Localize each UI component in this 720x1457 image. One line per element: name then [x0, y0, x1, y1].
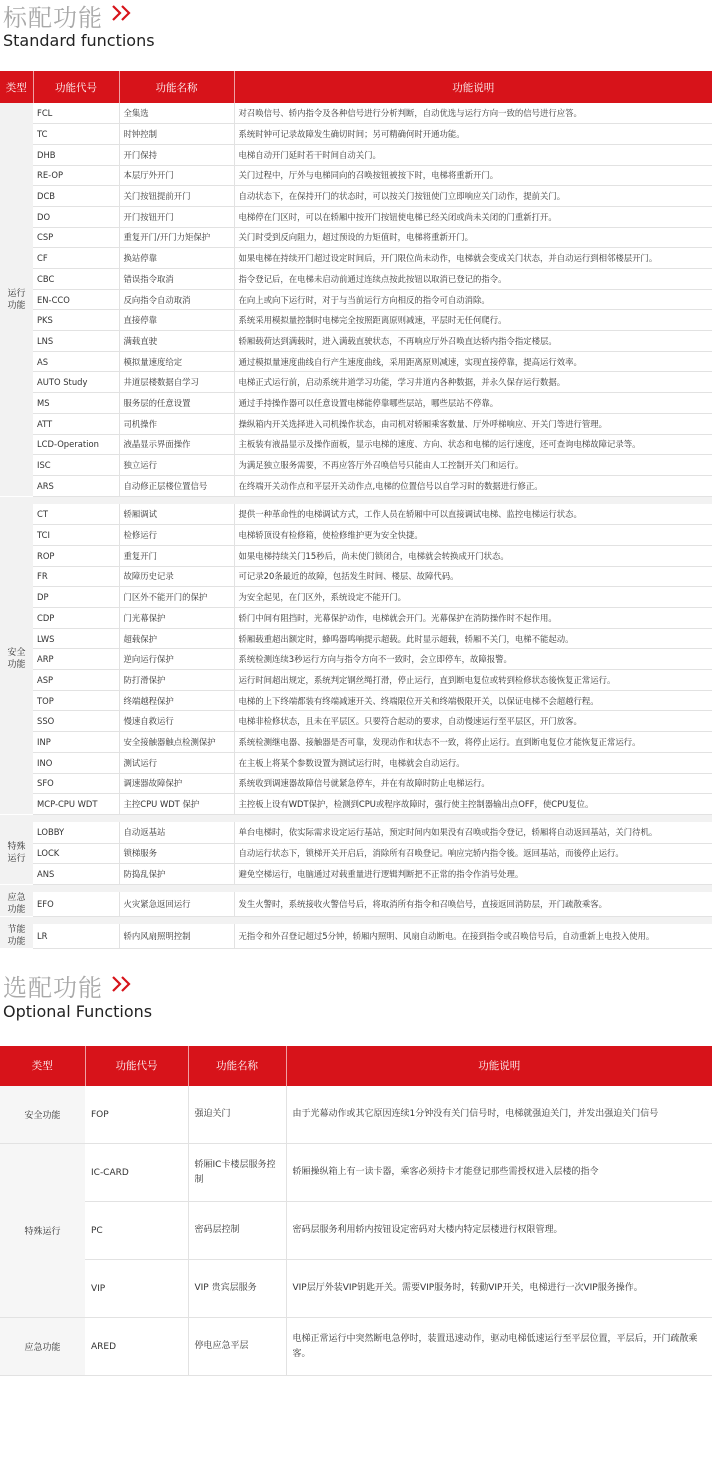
table-row — [0, 545, 712, 566]
type-cell-line: 运行 — [7, 854, 26, 865]
table-row — [0, 752, 712, 773]
function-description: 避免空梯运行，电脑通过对载重量进行逻辑判断把不正常的指令作消号处理。 — [234, 864, 712, 885]
type-cell-line: 特殊 — [7, 842, 26, 853]
function-description: 单台电梯时，依实际需求设定运行基站，预定时间内如果没有召唤或指令登记，轿厢将自动返回基站，关门待机。 — [234, 822, 712, 843]
table-row — [0, 864, 712, 885]
header-code: 功能代号 — [33, 71, 119, 103]
function-name: 终端越程保护 — [119, 690, 234, 711]
function-description: 轿厢操纵箱上有一读卡器，乘客必须持卡才能登记那些需授权进入层楼的指令 — [286, 1144, 712, 1202]
group-separator — [0, 814, 712, 822]
function-name: 重复开门/开门力矩保护 — [119, 227, 234, 248]
table-row — [0, 843, 712, 864]
function-name: 锁梯服务 — [119, 843, 234, 864]
function-name: 开门按钮开门 — [119, 206, 234, 227]
function-name: 关门按钮提前开门 — [119, 186, 234, 207]
table-row — [0, 587, 712, 608]
separator-cell — [0, 814, 712, 822]
function-code: CBC — [33, 269, 119, 290]
function-description: 电梯的上下终端都装有终端减速开关、终端限位开关和终端极限开关，以保证电梯不会超越行程。 — [234, 690, 712, 711]
type-cell-line: 安全 — [7, 648, 26, 659]
function-name: 轿厢IC卡楼层服务控制 — [188, 1144, 286, 1202]
separator-cell — [0, 496, 712, 504]
function-description: 电梯自动开门延时若干时间自动关门。 — [234, 144, 712, 165]
function-code: ARED — [85, 1318, 188, 1376]
function-description: 轿厢载荷达到满载时，进入满载直驶状态，不再响应厅外召唤直达轿内指令指定楼层。 — [234, 331, 712, 352]
standard-subtitle: Standard functions — [3, 31, 155, 50]
function-name: 故障历史记录 — [119, 566, 234, 587]
table-row — [0, 608, 712, 629]
table-row — [0, 351, 712, 372]
table-row — [0, 711, 712, 732]
function-description: 系统采用模拟量控制时电梯完全按照距离原则减速，平层时无任何爬行。 — [234, 310, 712, 331]
table-row — [0, 331, 712, 352]
function-code: CF — [33, 248, 119, 269]
function-name: 司机操作 — [119, 413, 234, 434]
table-row — [0, 628, 712, 649]
standard-section-header — [0, 0, 720, 53]
type-cell-line: 功能 — [7, 660, 26, 671]
table-row — [0, 822, 712, 843]
table-row — [0, 413, 712, 434]
table-row — [0, 690, 712, 711]
header-type: 类型 — [0, 1046, 85, 1086]
function-description: 电梯非检修状态，且未在平层区。只要符合起动的要求，自动慢速运行至平层区，开门放客。 — [234, 711, 712, 732]
function-name: VIP 贵宾层服务 — [188, 1260, 286, 1318]
function-code: TCI — [33, 525, 119, 546]
function-description: 指令登记后，在电梯未启动前通过连续点按此按钮以取消已登记的指令。 — [234, 269, 712, 290]
function-description: 在主板上将某个参数设置为测试运行时，电梯就会自动运行。 — [234, 752, 712, 773]
function-code: LWS — [33, 628, 119, 649]
function-code: LR — [33, 924, 119, 948]
table-row — [0, 372, 712, 393]
table-row — [0, 732, 712, 753]
function-name: 错误指令取消 — [119, 269, 234, 290]
function-name: 门区外不能开门的保护 — [119, 587, 234, 608]
function-description: 系统收到调速器故障信号就紧急停车，并在有故障时防止电梯运行。 — [234, 773, 712, 794]
header-type: 类型 — [0, 71, 33, 103]
function-name: 直接停靠 — [119, 310, 234, 331]
function-description: 无指令和外召登记超过5分钟，轿厢内照明、风扇自动断电。在接到指令或召唤信号后，自动重新上电投入使用。 — [234, 924, 712, 948]
function-code: ASP — [33, 670, 119, 691]
optional-section-header — [0, 971, 720, 1024]
function-description: 主板装有液晶显示及操作面板，显示电梯的速度、方向、状态和电梯的运行速度，还可查询电梯故障记录等。 — [234, 434, 712, 455]
function-code: DHB — [33, 144, 119, 165]
table-row — [0, 393, 712, 414]
table-row — [0, 1144, 712, 1202]
function-description: 轿门中间有阻挡时，光幕保护动作，电梯就会开门。光幕保护在消防操作时不起作用。 — [234, 608, 712, 629]
table-row — [0, 186, 712, 207]
function-code: LNS — [33, 331, 119, 352]
function-code: INP — [33, 732, 119, 753]
function-description: 轿厢载重超出额定时，蜂鸣器鸣响提示超载。此时显示超载，轿厢不关门，电梯不能起动。 — [234, 628, 712, 649]
type-cell-line: 节能 — [7, 925, 26, 936]
function-code: FOP — [85, 1086, 188, 1144]
table-row — [0, 144, 712, 165]
function-code: LOBBY — [33, 822, 119, 843]
function-name: 满载直驶 — [119, 331, 234, 352]
function-name: 逆向运行保护 — [119, 649, 234, 670]
function-name: 全集选 — [119, 103, 234, 124]
function-name: 时钟控制 — [119, 124, 234, 145]
function-code: DP — [33, 587, 119, 608]
function-name: 超载保护 — [119, 628, 234, 649]
function-name: 门光幕保护 — [119, 608, 234, 629]
header-code: 功能代号 — [85, 1046, 188, 1086]
table-row — [0, 289, 712, 310]
function-description: 在终端开关动作点和平层开关动作点,电梯的位置信号以自学习时的数据进行修正。 — [234, 475, 712, 496]
table-row — [0, 1318, 712, 1376]
table-row — [0, 434, 712, 455]
function-name: 测试运行 — [119, 752, 234, 773]
function-code: ROP — [33, 545, 119, 566]
standard-title — [3, 0, 720, 30]
function-code: TOP — [33, 690, 119, 711]
function-name: 重复开门 — [119, 545, 234, 566]
function-name: 井道层楼数据自学习 — [119, 372, 234, 393]
function-description: 电梯停在门区时，可以在轿厢中按开门按钮使电梯已经关闭或尚未关闭的门重新打开。 — [234, 206, 712, 227]
function-code: MCP-CPU WDT — [33, 794, 119, 815]
header-description: 功能说明 — [286, 1046, 712, 1086]
table-row — [0, 103, 712, 124]
header-name: 功能名称 — [188, 1046, 286, 1086]
table-row — [0, 269, 712, 290]
function-description: 主控板上设有WDT保护，检测到CPU或程序故障时，强行使主控制器输出点OFF，使CPU复位。 — [234, 794, 712, 815]
table-row — [0, 525, 712, 546]
function-name: 开门保持 — [119, 144, 234, 165]
function-description: 关门时受到反向阻力，超过预设的力矩值时，电梯将重新开门。 — [234, 227, 712, 248]
function-name: 停电应急平层 — [188, 1318, 286, 1376]
table-row — [0, 165, 712, 186]
function-name: 轿厢调试 — [119, 504, 234, 525]
type-cell — [0, 892, 33, 916]
separator-cell — [0, 916, 712, 924]
optional-title — [3, 971, 720, 1001]
function-description: 如果电梯持续关门15秒后，尚未使门锁闭合，电梯就会转换成开门状态。 — [234, 545, 712, 566]
type-cell-line: 应急 — [7, 893, 26, 904]
function-name: 反向指令自动取消 — [119, 289, 234, 310]
table-row — [0, 455, 712, 476]
type-cell — [0, 924, 33, 948]
table-row — [0, 124, 712, 145]
type-cell-line: 运行 — [7, 288, 26, 299]
function-code: CDP — [33, 608, 119, 629]
function-name: 模拟量速度给定 — [119, 351, 234, 372]
type-cell-line: 功能 — [7, 905, 26, 916]
function-code: LOCK — [33, 843, 119, 864]
function-description: 电梯正常运行中突然断电急停时，装置迅速动作，驱动电梯低速运行至平层位置，平层后，开门疏散乘客。 — [286, 1318, 712, 1376]
function-description: 可记录20条最近的故障，包括发生时间、楼层、故障代码。 — [234, 566, 712, 587]
function-name: 换站停靠 — [119, 248, 234, 269]
function-description: 操纵箱内开关选择进入司机操作状态，由司机对轿厢乘客数量、厅外呼梯响应、开关门等进行管理。 — [234, 413, 712, 434]
function-code: CSP — [33, 227, 119, 248]
function-description: 系统检测继电器、接触器是否可靠，发现动作和状态不一致，将停止运行。直到断电复位才能恢复正常运行。 — [234, 732, 712, 753]
group-separator — [0, 496, 712, 504]
function-description: 如果电梯在持续开门超过设定时间后，开门限位尚未动作，电梯就会变成关门状态，并自动运行到相邻楼层开门。 — [234, 248, 712, 269]
function-description: 通过手持操作器可以任意设置电梯能停靠哪些层站，哪些层站不停靠。 — [234, 393, 712, 414]
function-description: 为满足独立服务需要，不再应答厅外召唤信号只能由人工控制开关门和运行。 — [234, 455, 712, 476]
table-row — [0, 475, 712, 496]
function-code: EFO — [33, 892, 119, 916]
function-description: 运行时间超出规定，系统判定钢丝绳打滑，停止运行，直到断电复位或转到检修状态後恢复正常运行。 — [234, 670, 712, 691]
table-row — [0, 1086, 712, 1144]
function-description: 通过模拟量速度曲线自行产生速度曲线，采用距离原则减速，实现直接停靠，提高运行效率。 — [234, 351, 712, 372]
function-code: PKS — [33, 310, 119, 331]
group-separator — [0, 916, 712, 924]
function-code: AS — [33, 351, 119, 372]
table-row — [0, 227, 712, 248]
table-row — [0, 670, 712, 691]
function-code: MS — [33, 393, 119, 414]
function-name: 本层厅外开门 — [119, 165, 234, 186]
function-name: 防打滑保护 — [119, 670, 234, 691]
function-code: RE-OP — [33, 165, 119, 186]
header-description: 功能说明 — [234, 71, 712, 103]
function-code: ISC — [33, 455, 119, 476]
function-description: 密码层服务利用轿内按钮设定密码对大楼内特定层楼进行权限管理。 — [286, 1202, 712, 1260]
optional-functions-table — [0, 1046, 712, 1377]
table-row — [0, 649, 712, 670]
function-name: 液晶显示界面操作 — [119, 434, 234, 455]
function-description: 对召唤信号、轿内指令及各种信号进行分析判断，自动优选与运行方向一致的信号进行应答。 — [234, 103, 712, 124]
type-cell: 特殊运行 — [0, 1144, 85, 1318]
function-code: SSO — [33, 711, 119, 732]
function-code: INO — [33, 752, 119, 773]
type-cell — [0, 103, 33, 496]
header-name: 功能名称 — [119, 71, 234, 103]
function-name: 强迫关门 — [188, 1086, 286, 1144]
table-row — [0, 248, 712, 269]
standard-title-zh: 标配功能 — [3, 3, 103, 32]
function-name: 安全接触器触点检测保护 — [119, 732, 234, 753]
function-description: VIP层厅外装VIP钥匙开关。需要VIP服务时，转動VIP开关，电梯进行一次VIP服务操作。 — [286, 1260, 712, 1318]
function-code: DCB — [33, 186, 119, 207]
optional-subtitle: Optional Functions — [3, 1001, 153, 1021]
function-description: 提供一种革命性的电梯调试方式，工作人员在轿厢中可以直接调试电梯、监控电梯运行状态。 — [234, 504, 712, 525]
table-row — [0, 1260, 712, 1318]
function-code: ARS — [33, 475, 119, 496]
type-cell — [0, 822, 33, 884]
function-description: 由于光幕动作或其它原因连续1分钟没有关门信号时，电梯就强迫关门，并发出强迫关门信号 — [286, 1086, 712, 1144]
function-code: TC — [33, 124, 119, 145]
function-name: 主控CPU WDT 保护 — [119, 794, 234, 815]
function-name: 密码层控制 — [188, 1202, 286, 1260]
function-name: 轿内风扇照明控制 — [119, 924, 234, 948]
table-row — [0, 310, 712, 331]
function-name: 火灾紧急返回运行 — [119, 892, 234, 916]
table-row — [0, 773, 712, 794]
function-description: 电梯轿顶设有检修箱，使检修维护更为安全快捷。 — [234, 525, 712, 546]
table-row — [0, 924, 712, 948]
function-code: CT — [33, 504, 119, 525]
group-separator — [0, 884, 712, 892]
optional-table-header — [0, 1046, 712, 1086]
function-name: 检修运行 — [119, 525, 234, 546]
function-description: 为安全起见，在门区外，系统设定不能开门。 — [234, 587, 712, 608]
type-cell-line: 功能 — [7, 937, 26, 948]
double-chevron-right-icon — [111, 975, 133, 997]
function-code: ATT — [33, 413, 119, 434]
function-description: 自动状态下，在保持开门的状态时，可以按关门按钮使门立即响应关门动作，提前关门。 — [234, 186, 712, 207]
function-code: VIP — [85, 1260, 188, 1318]
function-code: ANS — [33, 864, 119, 885]
function-description: 在向上或向下运行时，对于与当前运行方向相反的指令可自动消除。 — [234, 289, 712, 310]
function-code: FR — [33, 566, 119, 587]
standard-functions-table — [0, 71, 712, 949]
optional-title-zh: 选配功能 — [3, 974, 103, 1003]
function-name: 调速器故障保护 — [119, 773, 234, 794]
table-row — [0, 206, 712, 227]
table-row — [0, 504, 712, 525]
separator-cell — [0, 884, 712, 892]
function-name: 独立运行 — [119, 455, 234, 476]
function-code: AUTO Study — [33, 372, 119, 393]
function-description: 系统时钟可记录故障发生确切时间；另可精确何时开通功能。 — [234, 124, 712, 145]
table-row — [0, 794, 712, 815]
type-cell — [0, 504, 33, 814]
function-description: 发生火警时，系统接收火警信号后，将取消所有指令和召唤信号，直接返回消防层，开门疏散乘客。 — [234, 892, 712, 916]
function-code: PC — [85, 1202, 188, 1260]
function-description: 自动运行状态下，锁梯开关开启后，消除所有召唤登记。响应完轿内指令後。返回基站，而後停止运行。 — [234, 843, 712, 864]
double-chevron-right-icon — [111, 4, 133, 26]
function-code: FCL — [33, 103, 119, 124]
function-code: DO — [33, 206, 119, 227]
function-name: 自动修正层楼位置信号 — [119, 475, 234, 496]
function-description: 系统检测连续3秒运行方向与指令方向不一致时，会立即停车，故障报警。 — [234, 649, 712, 670]
function-name: 慢速自救运行 — [119, 711, 234, 732]
table-row — [0, 566, 712, 587]
function-name: 防捣乱保护 — [119, 864, 234, 885]
table-row — [0, 892, 712, 916]
function-description: 电梯正式运行前，启动系统井道学习功能，学习井道内各种数据，并永久保存运行数据。 — [234, 372, 712, 393]
function-description: 关门过程中，厅外与电梯同向的召唤按钮被按下时，电梯将重新开门。 — [234, 165, 712, 186]
function-code: ARP — [33, 649, 119, 670]
table-row — [0, 1202, 712, 1260]
function-code: EN-CCO — [33, 289, 119, 310]
function-code: SFO — [33, 773, 119, 794]
type-cell: 应急功能 — [0, 1318, 85, 1376]
function-name: 服务层的任意设置 — [119, 393, 234, 414]
function-code: IC-CARD — [85, 1144, 188, 1202]
standard-table-header — [0, 71, 712, 103]
function-name: 自动返基站 — [119, 822, 234, 843]
type-cell: 安全功能 — [0, 1086, 85, 1144]
function-code: LCD-Operation — [33, 434, 119, 455]
type-cell-line: 功能 — [7, 300, 26, 311]
